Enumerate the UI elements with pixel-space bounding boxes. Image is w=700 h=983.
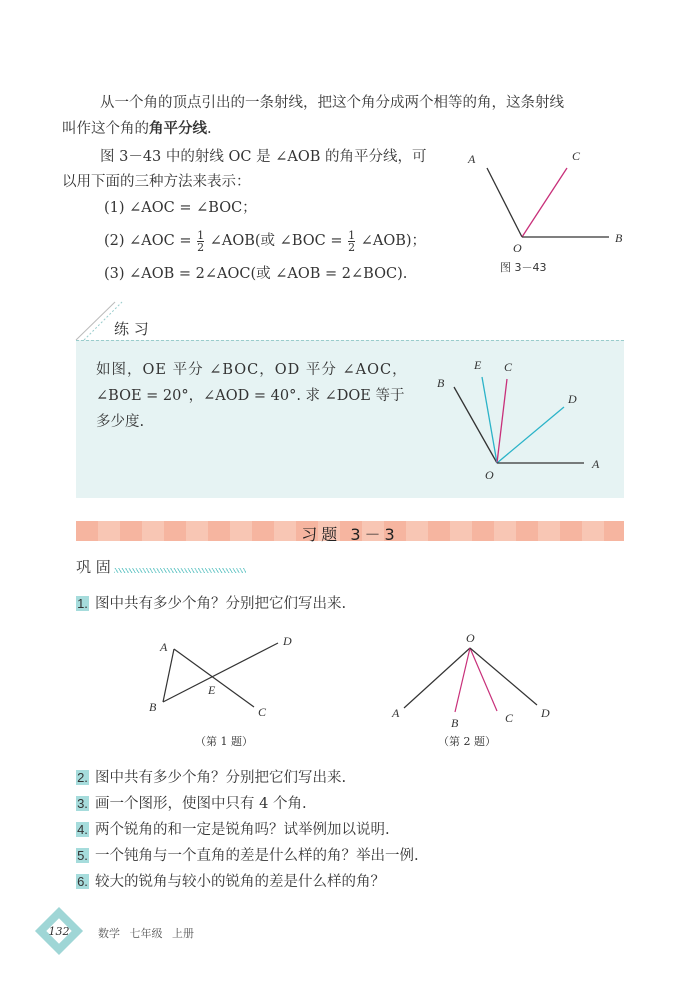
exercise-item <box>76 874 385 890</box>
label-a: A <box>160 640 168 654</box>
method-2-a: (2) ∠AOC = <box>104 233 192 249</box>
exercise-text: 图中共有多少个角？分别把它们写出来. <box>95 596 347 612</box>
exercise-text: 画一个图形，使图中只有 4 个角. <box>95 796 307 812</box>
exercise-number: 6. <box>77 874 88 889</box>
method-2-c: ∠AOB)； <box>360 233 427 249</box>
exercise-number: 5. <box>77 848 88 863</box>
label-c: C <box>258 705 267 719</box>
intro-suffix: . <box>207 121 212 137</box>
exercise-number: 3. <box>77 796 88 811</box>
figure-2-caption: （第 2 题） <box>438 735 496 748</box>
term-angle-bisector: 角平分线 <box>149 121 207 137</box>
practice-line-2: ∠BOE = 20°，∠AOD = 40°. 求 ∠DOE 等于 <box>96 388 405 404</box>
label-c: C <box>505 711 514 725</box>
method-2-b: ∠AOB(或 ∠BOC = <box>209 233 343 249</box>
exercise-number: 2. <box>77 770 88 785</box>
method-1: (1) ∠AOC = ∠BOC； <box>104 200 257 216</box>
label-d: D <box>283 634 292 648</box>
exercise-number: 1. <box>77 596 88 611</box>
label-d: D <box>541 706 550 720</box>
practice-line-3: 多少度. <box>96 414 145 430</box>
label-o: O <box>485 468 494 482</box>
label-a: A <box>468 152 476 166</box>
figure-1-caption: （第 1 题） <box>195 735 253 748</box>
label-a: A <box>592 457 600 471</box>
label-b: B <box>451 716 459 730</box>
figure-exercise-1 <box>149 634 292 719</box>
label-o: O <box>466 631 475 645</box>
frac-den: 2 <box>197 240 205 254</box>
label-b: B <box>615 231 623 245</box>
frac-num: 1 <box>197 228 205 242</box>
label-d: D <box>568 392 577 406</box>
label-a: A <box>392 706 400 720</box>
page-number: 132 <box>48 925 70 938</box>
exercise-text: 一个钝角与一个直角的差是什么样的角？举出一例. <box>95 848 419 864</box>
label-c: C <box>504 360 513 374</box>
frac-num: 1 <box>348 228 356 242</box>
intro-prefix: 叫作这个角的 <box>62 121 149 137</box>
figure-3-43-caption: 图 3－43 <box>500 261 547 274</box>
explain-line-1: 图 3－43 中的射线 OC 是 ∠AOB 的角平分线，可 <box>100 149 427 165</box>
figure-exercise-2 <box>391 631 550 730</box>
practice-line-1: 如图，OE 平分 ∠BOC，OD 平分 ∠AOC， <box>96 362 408 378</box>
explain-line-2: 以用下面的三种方法来表示： <box>62 174 251 190</box>
label-b: B <box>437 376 445 390</box>
book-title: 数学 七年级 上册 <box>98 927 194 940</box>
exercise-item <box>76 848 419 864</box>
exercise-text: 图中共有多少个角？分别把它们写出来. <box>95 770 347 786</box>
exercise-banner-title: 习题 3－3 <box>301 525 399 544</box>
exercise-item <box>76 822 390 838</box>
label-c: C <box>572 149 581 163</box>
label-b: B <box>149 700 157 714</box>
exercise-text: 两个锐角的和一定是锐角吗？试举例加以说明. <box>95 822 390 838</box>
section-heading: 巩 固 <box>76 558 111 576</box>
method-3: (3) ∠AOB = 2∠AOC(或 ∠AOB = 2∠BOC). <box>104 266 408 282</box>
exercise-item <box>76 770 346 786</box>
label-e: E <box>474 358 482 372</box>
label-e: E <box>208 683 216 697</box>
frac-den: 2 <box>348 240 356 254</box>
exercise-item <box>76 796 307 812</box>
intro-line-1: 从一个角的顶点引出的一条射线，把这个角分成两个相等的角，这条射线 <box>100 95 564 111</box>
practice-heading: 练 习 <box>114 320 149 338</box>
exercise-number: 4. <box>77 822 88 837</box>
label-o: O <box>513 241 522 255</box>
exercise-text: 较大的锐角与较小的锐角的差是什么样的角？ <box>95 874 385 890</box>
